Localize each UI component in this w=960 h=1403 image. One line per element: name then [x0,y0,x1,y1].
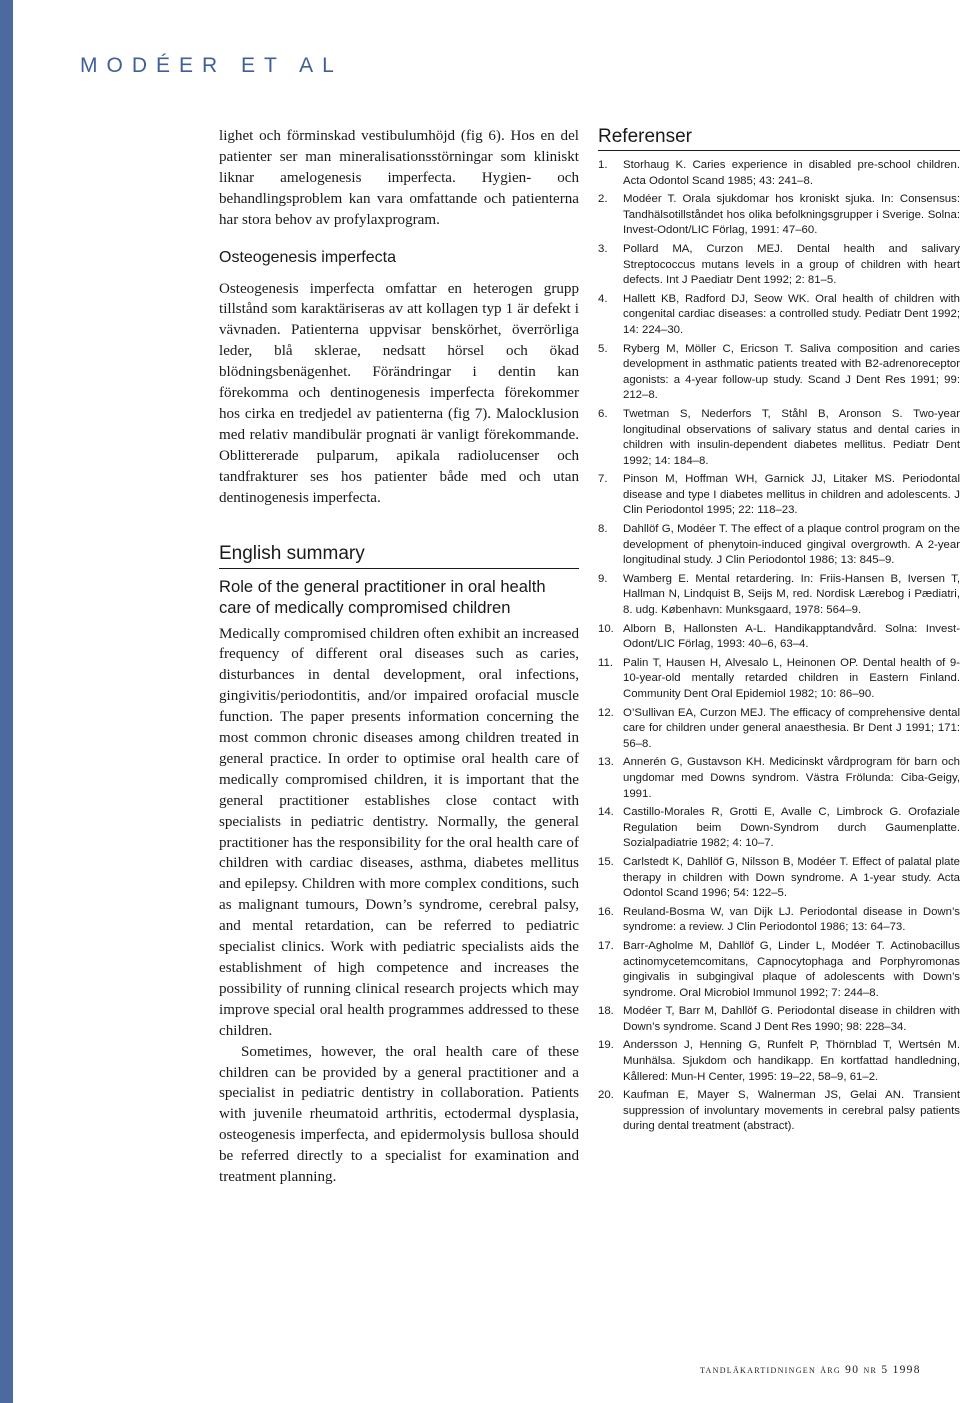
reference-text: Modéer T, Barr M, Dahllöf G. Periodontal disease in children with Down’s syndrome. Scand J Dent Res 1990; 98: 228–34. [623,1005,960,1033]
reference-item [598,1004,960,1035]
reference-item [598,622,960,653]
reference-text: Palin T, Hausen H, Alvesalo L, Heinonen OP. Dental health of 9-10-year-old mentally retarded children in Eastern Finland. Community Dent Oral Epidemiol 1982; 10: 86–90. [623,656,960,700]
reference-text: Twetman S, Nederfors T, Ståhl B, Aronson S. Two-year longitudinal observations of salivary status and dental caries in children with insulin-dependent diabetes mellitus. Pediatr Dent 1992; 14: 184–8. [623,407,960,467]
reference-list [598,158,960,1135]
reference-item [598,905,960,936]
reference-item [598,855,960,902]
reference-item [598,656,960,703]
reference-item [598,242,960,289]
reference-item [598,158,960,189]
summary-paragraph-1: Medically compromised children often exhibit an increased frequency of different oral diseases such as caries, disturbances in dental development, oral infections, gingivitis/periodontitis, and/or impaired orofacial muscle function. The paper presents information concerning the most common chronic diseases among children treated in general practice. In order to optimise oral health care of medically compromised children, it is important that the general practitioner establishes close contact with specialists in pediatric dentistry. Normally, the general practitioner has the responsibility for the oral health care of children with cardiac diseases, asthma, diabetes mellitus and epilepsy. Children with more complex conditions, such as malignant tumours, Down’s syndrome, cerebral palsy, and mental retardation, can be referred to pediatric specialist clinics. Work with pediatric specialists aids the establishment of high competence and increases the possibility of running clinical research projects which may improve special oral health programmes addressed to these children. [219,625,579,1039]
reference-text: Ryberg M, Möller C, Ericson T. Saliva composition and caries development in asthmatic patients treated with B2-adrenoreceptor agonists: a 4-year follow-up study. Scand J Dent Res 1991; 99: 212–8. [623,342,960,402]
reference-number: 20. [598,1089,614,1102]
reference-item [598,292,960,339]
references-heading: Referenser [598,126,960,151]
reference-number: 19. [598,1039,614,1052]
reference-text: Andersson J, Henning G, Runfelt P, Thörnblad T, Wertsén M. Munhälsa. Sjukdom och handikapp. En kortfattad handledning, Kållered: Mun-H Center, 1995: 19–22, 58–9, 61–2. [623,1039,960,1083]
left-column [219,126,579,1188]
reference-number: 10. [598,622,614,635]
reference-item [598,472,960,519]
reference-text: Kaufman E, Mayer S, Walnerman JS, Gelai AN. Transient suppression of involuntary movements in cerebral palsy patients during dental treatment (abstract). [623,1089,960,1133]
reference-number: 17. [598,939,614,952]
reference-text: Alborn B, Hallonsten A-L. Handikapptandvård. Solna: Invest-Odont/LIC Förlag, 1993: 40–6, 63–4. [623,622,960,651]
reference-item [598,755,960,802]
reference-number: 12. [598,706,614,719]
reference-item [598,522,960,569]
side-color-bar [0,0,13,1403]
reference-text: Pinson M, Hoffman WH, Garnick JJ, Litaker MS. Periodontal disease and type I diabetes mellitus in children and adolescents. J Clin Periodontol 1995; 22: 118–23. [623,473,960,517]
reference-number: 2. [598,193,608,206]
reference-text: Storhaug K. Caries experience in disabled pre-school children. Acta Odontol Scand 1985; 43: 241–8. [623,159,960,187]
reference-number: 15. [598,855,614,868]
reference-text: Modéer T. Orala sjukdomar hos kroniskt sjuka. In: Consensus: Tandhälsotillståndet hos olika befolkningsgrupper i Sverige. Solna: Invest-Odont/LIC Förlag, 1991: 47–60. [623,193,960,237]
osteogenesis-paragraph: Osteogenesis imperfecta omfattar en heterogen grupp tillstånd som karaktäriseras av att kollagen typ 1 är defekt i vävnaden. Patienterna uppvisar benskörhet, överrörliga leder, blå sklerae, nedsatt hörsel och ökad blödningsbenägenhet. Förändringar i dentin kan förekomma och dentinogenesis imperfecta förekommer hos cirka en tredjedel av patienterna (fig 7). Malocklusion med relativ mandibulär prognati är vanligt förekommande. Oblittererade pulparum, apikala radiolucenser och tandfrakturer ses hos patienter både med och utan dentinogenesis imperfecta. [219,280,579,506]
reference-item [598,572,960,619]
reference-item [598,1038,960,1085]
reference-text: O’Sullivan EA, Curzon MEJ. The efficacy of comprehensive dental care for children under general anaesthesia. Br Dent J 1991; 171: 56–8. [623,706,960,750]
reference-number: 16. [598,905,614,918]
reference-item [598,407,960,469]
reference-text: Barr-Agholme M, Dahllöf G, Linder L, Modéer T. Actinobacillus actinomycetemcomitans, Capnocytophaga and Porphyromonas gingivalis in subgingival plaque of adolescents with Down’s syndrome. Oral Microbiol Immunol 1992; 7: 244–8. [623,939,960,999]
reference-number: 7. [598,473,608,486]
reference-number: 11. [598,656,613,669]
reference-number: 18. [598,1005,614,1018]
osteogenesis-heading: Osteogenesis imperfecta [219,248,396,266]
reference-text: Pollard MA, Curzon MEJ. Dental health and salivary Streptococcus mutans levels in a group of children with heart defects. Int J Paediatr Dent 1992; 2: 81–5. [623,242,960,287]
summary-paragraph-2: Sometimes, however, the oral health care of these children can be provided by a general practitioner and a specialist in pediatric dentistry in collaboration. Patients with juvenile rheumatoid arthritis, ectodermal dysplasia, osteogenesis imperfecta, and epidermolysis bullosa should be referred directly to a specialist for examination and treatment planning. [219,1043,579,1186]
reference-text: Reuland-Bosma W, van Dijk LJ. Periodontal disease in Down’s syndrome: a review. J Clin Periodontol 1986; 13: 64–73. [623,905,960,934]
reference-number: 3. [598,242,608,255]
reference-text: Dahllöf G, Modéer T. The effect of a plaque control program on the development of phenytoin-induced gingival overgrowth. A 2-year longitudinal study. J Clin Periodontol 1986; 13: 845–9. [623,523,960,567]
right-column [598,126,960,1138]
reference-text: Annerén G, Gustavson KH. Medicinskt vårdprogram för barn och ungdomar med Downs syndrom. Västra Frölunda: Ciba-Geigy, 1991. [623,756,960,800]
reference-number: 14. [598,806,614,819]
reference-text: Carlstedt K, Dahllöf G, Nilsson B, Modéer T. Effect of palatal plate therapy in children with Down syndrome. A 1-year study. Acta Odontol Scand 1996; 54: 122–5. [623,855,960,900]
reference-item [598,805,960,852]
reference-number: 1. [598,159,608,171]
reference-number: 4. [598,292,608,305]
reference-item [598,1088,960,1135]
reference-item [598,192,960,239]
intro-paragraph: lighet och förminskad vestibulumhöjd (fig 6). Hos en del patienter ser man mineralisationsstörningar som kliniskt liknar amelogenesis imperfecta. Hygien- och behandlingsproblem kan vara omfattande och patienterna har stora behov av profylaxprogram. [219,128,579,228]
reference-item [598,706,960,753]
running-head: MODÉER ET AL [80,54,343,77]
reference-text: Hallett KB, Radford DJ, Seow WK. Oral health of children with congenital cardiac diseases: a controlled study. Pediatr Dent 1992; 14: 224–30. [623,292,960,336]
reference-number: 13. [598,756,614,769]
reference-number: 5. [598,342,608,355]
reference-text: Castillo-Morales R, Grotti E, Avalle C, Limbrock G. Orofaziale Regulation beim Down-Syndrom durch Gaumenplatte. Sozialpadiatrie 1982; 4: 10–7. [623,806,960,850]
reference-text: Wamberg E. Mental retardering. In: Friis-Hansen B, Iversen T, Hallman N, Lindquist B, Seijs M, red. Nordisk Lærebog i Pædiatri, 8. udg. København: Munksgaard, 1978: 564–9. [623,572,960,617]
reference-number: 6. [598,407,608,420]
reference-number: 8. [598,523,608,536]
reference-number: 9. [598,572,608,585]
english-summary-heading: English summary [219,543,579,569]
summary-subtitle: Role of the general practitioner in oral health care of medically compromised children [219,576,546,617]
page-footer: tandläkartidningen årg 90 nr 5 1998 [700,1364,921,1376]
reference-item [598,342,960,404]
reference-item [598,939,960,1001]
